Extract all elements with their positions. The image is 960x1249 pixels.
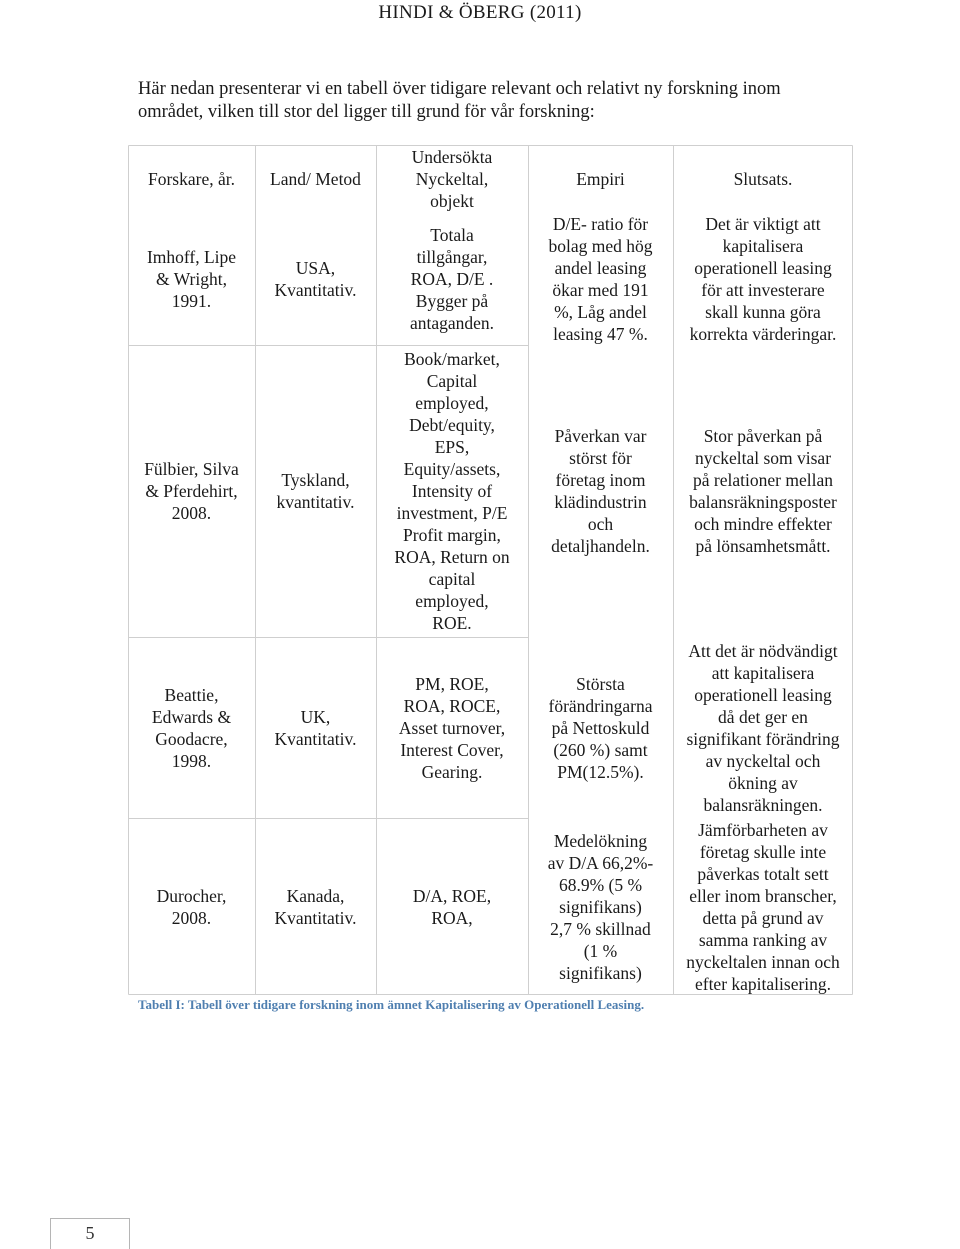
- row2-ratios: Book/market, Capital employed, Debt/equity, EPS, Equity/assets, Intensity of investment, P/E Profit margin, ROA, Return on capital employed, ROE.: [394, 349, 510, 633]
- row2-researcher: Fülbier, Silva & Pferdehirt, 2008.: [144, 459, 239, 523]
- row4-ratios: D/A, ROE, ROA,: [412, 885, 492, 928]
- row2-empirics: Påverkan var störst för företag inom klädindustrin och detaljhandeln.: [551, 426, 650, 556]
- row3-ratios: PM, ROE, ROA, ROCE, Asset turnover, Interest Cover, Gearing.: [398, 673, 506, 782]
- research-table: [128, 145, 853, 995]
- row1-empirics: D/E- ratio för bolag med hög andel leasing ökar med 191 %, Låg andel leasing 47 %.: [548, 213, 653, 344]
- header-researcher: Forskare, år.: [148, 168, 235, 189]
- row3-country-method: UK, Kvantitativ.: [274, 706, 357, 749]
- row1-conclusion: Det är viktigt att kapitalisera operationell leasing för att investerare skall kunna göra korrekta värderingar.: [689, 213, 837, 344]
- row3-researcher: Beattie, Edwards & Goodacre, 1998.: [151, 684, 232, 771]
- table-caption: Tabell I: Tabell över tidigare forskning inom ämnet Kapitalisering av Operationell Leasing.: [138, 997, 645, 1012]
- row3-empirics: Största förändringarna på Nettoskuld (260 %) samt PM(12.5%).: [548, 673, 653, 782]
- row1-country-method: USA, Kvantitativ.: [274, 257, 357, 300]
- row1-researcher: Imhoff, Lipe & Wright, 1991.: [146, 246, 237, 311]
- row4-empirics: Medelökning av D/A 66,2%- 68.9% (5 % signifikans) 2,7 % skillnad (1 % signifikans): [547, 830, 654, 983]
- page-number-box: [50, 1218, 130, 1249]
- row1-ratios: Totala tillgångar, ROA, D/E . Bygger på antaganden.: [409, 224, 495, 333]
- header-conclusion: Slutsats.: [733, 168, 793, 189]
- intro-paragraph: Här nedan presenterar vi en tabell över tidigare relevant och relativt ny forskning inom området, vilken till stor del ligger till grund för vår forskning:: [138, 79, 781, 122]
- row4-country-method: Kanada, Kvantitativ.: [274, 885, 357, 928]
- header-ratios: Undersökta Nyckeltal, objekt: [411, 146, 493, 211]
- header-empirics: Empiri: [576, 168, 625, 189]
- running-header: HINDI & ÖBERG (2011): [378, 2, 582, 23]
- row4-conclusion: Jämförbarheten av företag skulle inte påverkas totalt sett eller inom branscher, detta på grund av samma ranking av nyckeltalen innan och efter kapitalisering.: [686, 819, 840, 994]
- header-country-method: Land/ Metod: [270, 168, 361, 189]
- row4-researcher: Durocher, 2008.: [156, 885, 227, 928]
- row2-country-method: Tyskland, kvantitativ.: [276, 470, 355, 512]
- page-number: 5: [85, 1223, 95, 1243]
- row3-conclusion: Att det är nödvändigt att kapitalisera operationell leasing då det ger en signifikant förändring av nyckeltal och ökning av balansräkningen.: [686, 640, 840, 815]
- row2-conclusion: Stor påverkan på nyckeltal som visar på relationer mellan balansräkningsposter och mindre effekter på lönsamhetsmått.: [689, 426, 837, 556]
